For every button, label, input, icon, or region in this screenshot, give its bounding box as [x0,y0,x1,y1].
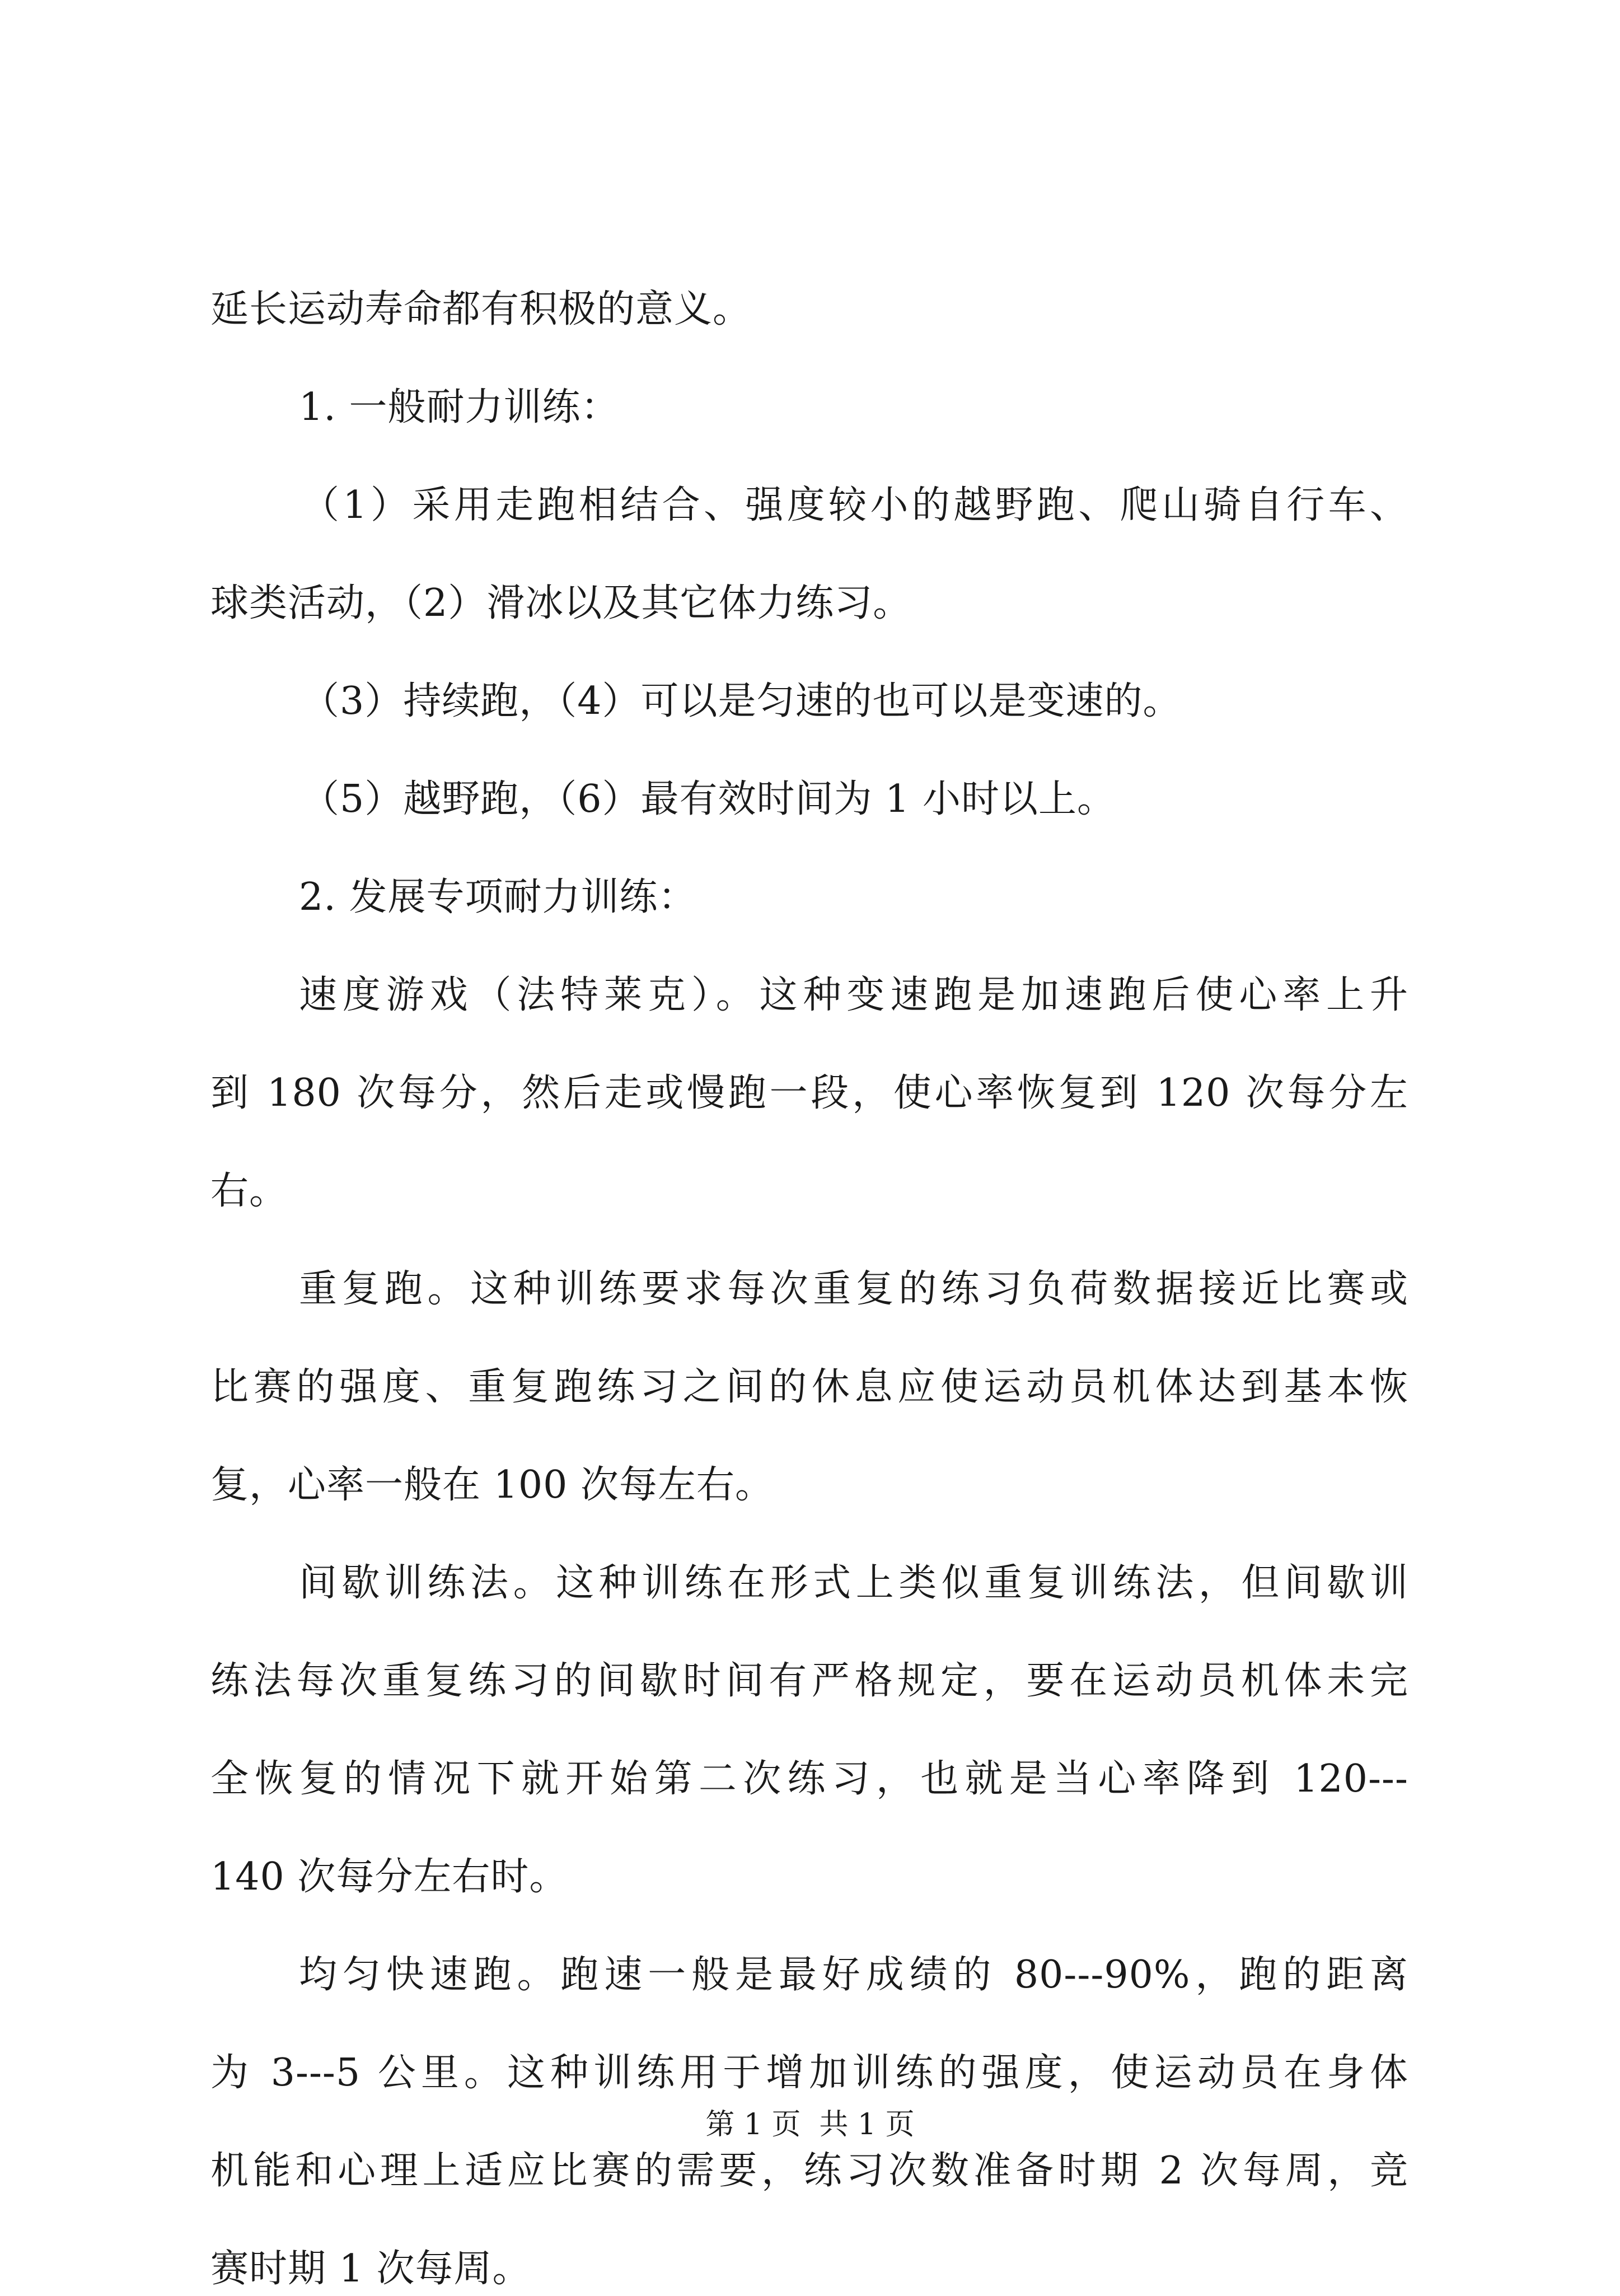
body-line: 球类活动，（2）滑冰以及其它体力练习。 [210,581,912,625]
body-line: 间歇训练法。这种训练在形式上类似重复训练法，但间歇训 [299,1561,1408,1605]
body-line: （5）越野跑，（6）最有效时间为 1 小时以上。 [301,777,1116,821]
page-footer: 第 1 页 共 1 页 [705,2108,915,2141]
body-line: 延长运动寿命都有积极的意义。 [210,287,752,331]
body-line: 全恢复的情况下就开始第二次练习，也就是当心率降到 120--- [210,1757,1408,1801]
body-line: 复，心率一般在 100 次每左右。 [210,1463,774,1507]
body-line: （1）采用走跑相结合、强度较小的越野跑、爬山骑自行车、 [301,483,1408,527]
body-line: 140 次每分左右时。 [210,1855,568,1899]
section-heading-general-endurance: 1. 一般耐力训练： [299,385,620,429]
body-line: 右。 [210,1169,288,1213]
body-line: 机能和心理上适应比赛的需要，练习次数准备时期 2 次每周，竞 [210,2149,1408,2193]
body-line: 重复跑。这种训练要求每次重复的练习负荷数据接近比赛或 [299,1267,1408,1311]
body-line: 到 180 次每分，然后走或慢跑一段，使心率恢复到 120 次每分左 [210,1071,1408,1115]
body-line: 为 3---5 公里。这种训练用于增加训练的强度，使运动员在身体 [210,2051,1408,2095]
section-heading-special-endurance: 2. 发展专项耐力训练： [299,875,697,919]
body-line: 速度游戏（法特莱克）。这种变速跑是加速跑后使心率上升 [299,973,1408,1017]
body-line: 赛时期 1 次每周。 [210,2247,531,2291]
body-line: 练法每次重复练习的间歇时间有严格规定，要在运动员机体未完 [210,1659,1408,1703]
body-line: （3）持续跑，（4）可以是匀速的也可以是变速的。 [301,679,1182,723]
body-line: 均匀快速跑。跑速一般是最好成绩的 80---90%，跑的距离 [299,1953,1408,1997]
body-line: 比赛的强度、重复跑练习之间的休息应使运动员机体达到基本恢 [210,1365,1408,1409]
